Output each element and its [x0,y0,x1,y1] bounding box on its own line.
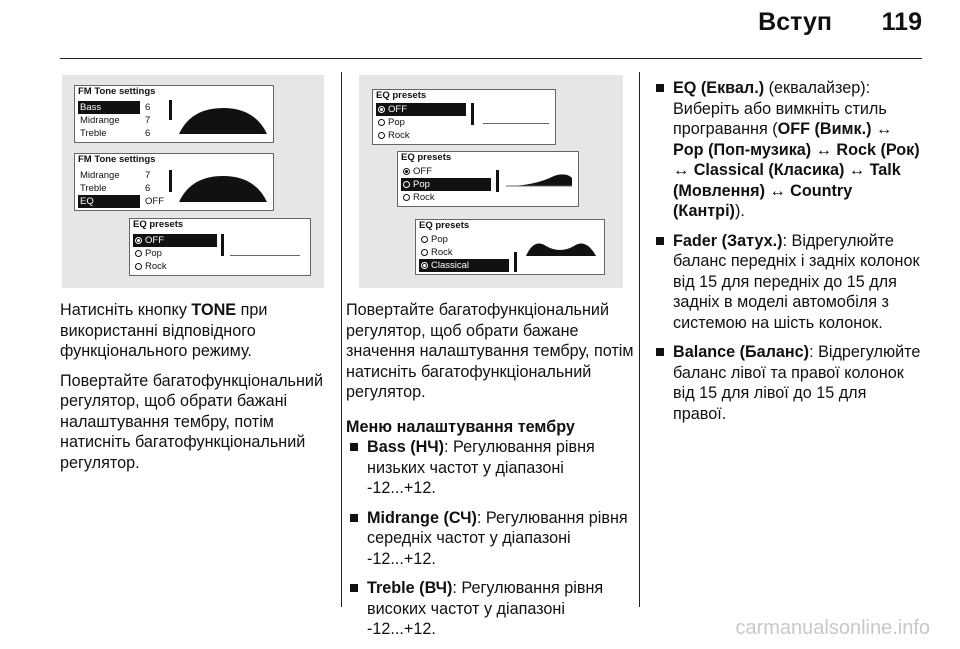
eq-curve-graphic [177,98,269,138]
menu-row: Midrange [80,170,120,181]
bullet-bass: Bass (НЧ): Регулювання рівня низьких частот у діапазоні -12...+12. [346,437,636,499]
menu-row: Pop [376,116,405,129]
column-divider-2 [639,72,640,607]
paragraph: Повертайте багатофункціональний регулятор, щоб обрати бажане значення налаштування тембру, потім натисніть багатофункціональний регулятор. [346,301,634,401]
menu-row: Midrange [80,115,120,126]
menu-row: Rock [133,260,167,273]
scrollbar [496,170,499,192]
menu-value: 6 [145,183,151,194]
radio-icon [135,250,142,257]
bullet-icon [656,237,664,245]
bullet-eq: EQ (Еквал.) (еквалайзер): Виберіть або вимкніть стиль програвання (OFF (Вимк.) ↔ Pop (Поп-музика) ↔ Rock (Рок) ↔ Classical (Класика) ↔ Talk (Мовлення) ↔ Country (Кантрі)). [652,78,924,222]
scrollbar [471,103,474,125]
bullet-icon [656,84,664,92]
column-2-text [346,300,636,649]
bullet-icon [350,443,358,451]
scrollbar [514,252,517,272]
bullet-midrange: Midrange (СЧ): Регулювання рівня середніх частот у діапазоні -12...+12. [346,508,636,570]
flat-eq-line [230,255,300,256]
menu-row: Classical [419,259,509,272]
menu-eq-presets [129,218,311,276]
menu-row: OFF [376,103,466,116]
scrollbar [221,234,224,256]
figure-fm-tone [62,75,324,288]
menu-row: Rock [376,129,410,142]
menu-row: Treble [80,128,107,139]
radio-icon [378,119,385,126]
menu-title: EQ presets [401,152,452,163]
menu-row: EQ [78,195,140,208]
scrollbar [169,170,172,192]
header-rule [60,58,922,59]
menu-title: FM Tone settings [78,154,156,165]
menu-fm-tone-1 [74,85,274,143]
bullet-icon [350,584,358,592]
menu-eq-presets-2 [397,151,579,207]
menu-row: Pop [401,178,491,191]
menu-row: OFF [401,165,432,178]
menu-title: EQ presets [419,220,470,231]
menu-title: EQ presets [376,90,427,101]
menu-value: 6 [145,102,151,113]
radio-icon [403,181,410,188]
bullet-treble: Treble (ВЧ): Регулювання рівня високих частот у діапазоні -12...+12. [346,578,636,640]
watermark: carmanualsonline.info [735,617,930,639]
menu-row: Treble [80,183,107,194]
eq-curve-graphic [177,166,269,206]
menu-title: FM Tone settings [78,86,156,97]
radio-icon [421,236,428,243]
flat-eq-line [483,123,549,124]
menu-fm-tone-2 [74,153,274,211]
bullet-balance: Balance (Баланс): Відрегулюйте баланс лівої та правої колонок від 15 для лівої до 15 для правої. [652,342,924,424]
column-3-text [652,78,924,433]
radio-icon [378,132,385,139]
radio-selected-icon [378,106,385,113]
menu-value: 6 [145,128,151,139]
menu-row: OFF [133,234,217,247]
menu-row: Rock [419,246,453,259]
bullet-fader: Fader (Затух.): Відрегулюйте баланс передніх і задніх колонок від 15 для передніх до 15 для задніх в моделі автомобіля з системою на шість колонок. [652,231,924,334]
menu-heading: Меню налаштування тембру [346,417,575,436]
radio-icon [403,194,410,201]
menu-value: 7 [145,170,151,181]
menu-row: Pop [133,247,162,260]
paragraph: Натисніть кнопку TONE при використанні відповідного функціонального режиму. [60,301,268,360]
eq-curve-graphic [524,234,598,264]
section-title: Вступ [758,8,832,36]
bullet-icon [350,514,358,522]
menu-eq-presets-3 [415,219,605,275]
menu-title: EQ presets [133,219,184,230]
page-number: 119 [881,8,922,36]
paragraph: Повертайте багатофункціональний регулятор, щоб обрати бажані налаштування тембру, потім натисніть багатофункціональний регулятор. [60,371,324,472]
menu-row: Bass [78,101,140,114]
column-1-text [60,300,332,482]
radio-icon [135,263,142,270]
column-divider-1 [341,72,342,607]
radio-selected-icon [403,168,410,175]
menu-value: OFF [145,196,164,207]
eq-curve-graphic [504,170,574,194]
radio-icon [421,249,428,256]
menu-value: 7 [145,115,151,126]
menu-eq-presets-1 [372,89,556,145]
radio-selected-icon [135,237,142,244]
radio-selected-icon [421,262,428,269]
bullet-icon [656,348,664,356]
menu-row: Rock [401,191,435,204]
figure-eq-presets [359,75,623,288]
menu-row: Pop [419,233,448,246]
scrollbar [169,100,172,120]
